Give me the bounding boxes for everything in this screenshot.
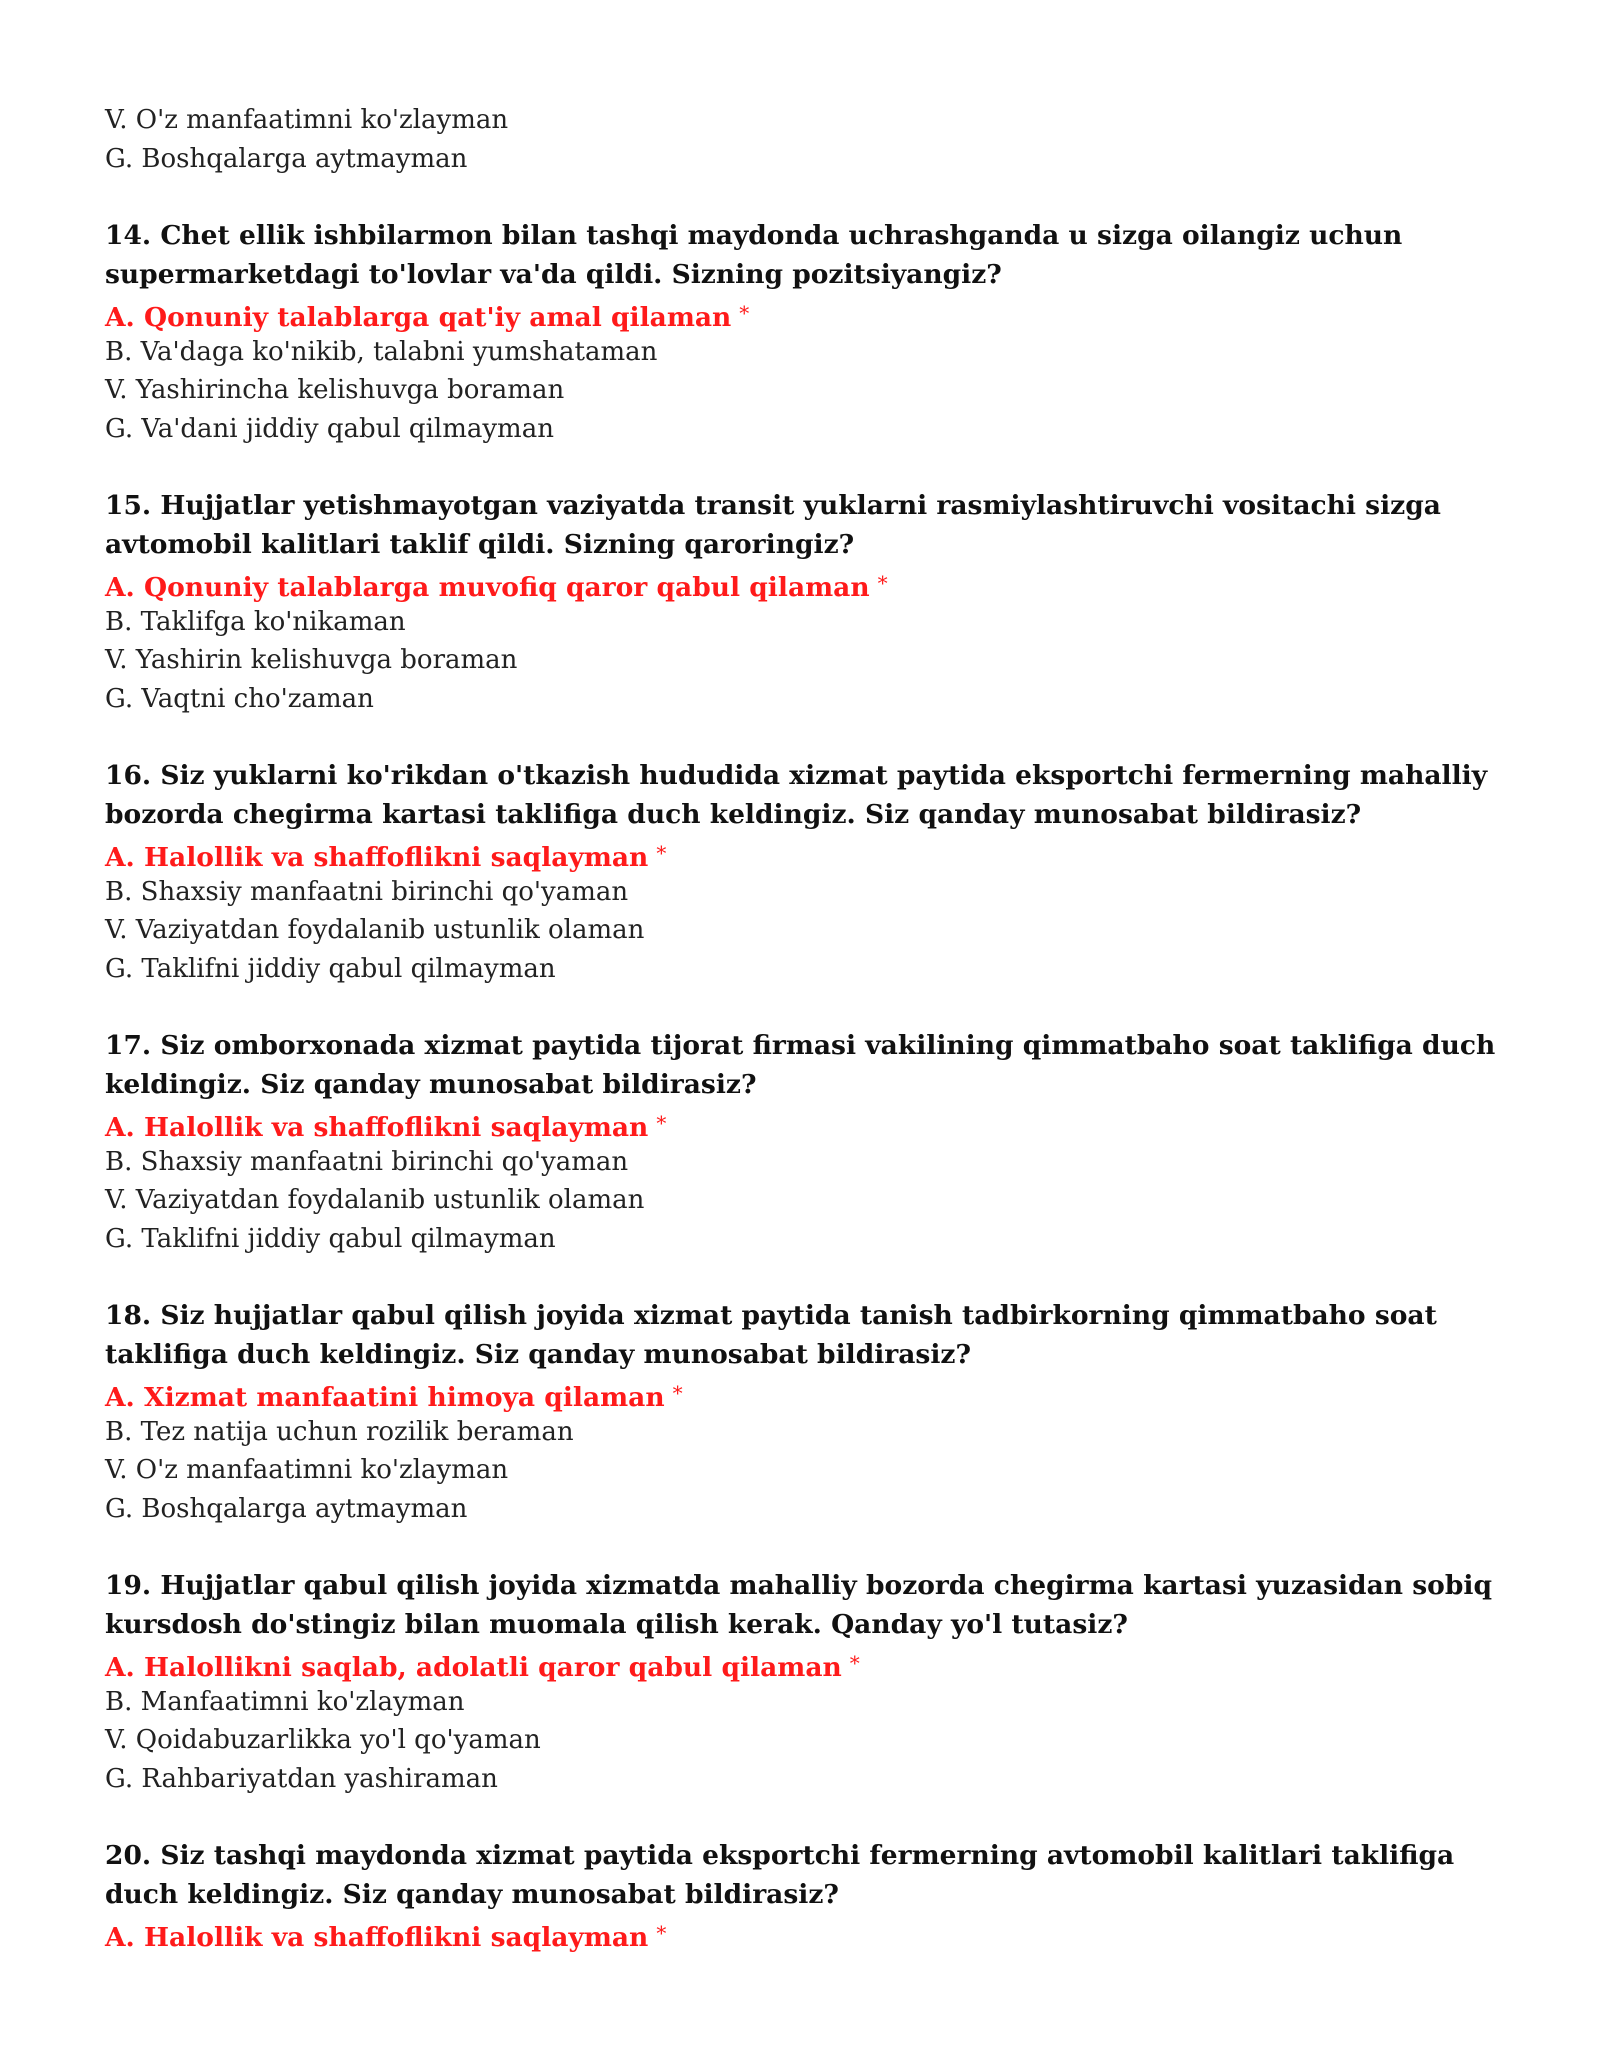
correct-answer-option [105,1644,1505,1683]
answer-option: G. Boshqalarga aytmayman [105,143,468,174]
quiz-page [105,101,1505,1953]
correct-marker: * [739,301,750,325]
correct-marker: * [656,1111,667,1135]
question-block [105,1837,1505,1953]
correct-marker: * [656,1921,667,1945]
answer-option: B. Va'daga ko'nikib, talabni yumshataman [105,336,658,367]
question-block [105,1567,1505,1798]
correct-answer-text: A. Qonuniy talablarga qat'iy amal qilaman [105,302,732,333]
question-text: 16. Siz yuklarni ko'rikdan o'tkazish hududida xizmat paytida eksportchi fermerning mahalliy bozorda chegirma kartasi taklifiga duch keldingiz. Siz qanday munosabat bildirasiz? [105,760,1488,830]
answer-option: G. Taklifni jiddiy qabul qilmayman [105,1223,556,1254]
correct-answer-text: A. Xizmat manfaatini himoya qilaman [105,1382,665,1413]
question-text: 15. Hujjatlar yetishmayotgan vaziyatda transit yuklarni rasmiylashtiruvchi vositachi sizga avtomobil kalitlari taklif qildi. Sizning qaroringiz? [105,490,1441,560]
correct-answer-text: A. Qonuniy talablarga muvofiq qaror qabul qilaman [105,572,870,603]
answer-option: B. Manfaatimni ko'zlayman [105,1686,465,1717]
correct-answer-text: A. Halollik va shaffoflikni saqlayman [105,1112,649,1143]
correct-answer-option [105,1104,1505,1143]
answer-option: V. Vaziyatdan foydalanib ustunlik olaman [105,1185,645,1215]
question-block [105,487,1505,718]
correct-answer-option [105,834,1505,873]
correct-answer-text: A. Halollik va shaffoflikni saqlayman [105,842,649,873]
answer-option: G. Va'dani jiddiy qabul qilmayman [105,413,554,444]
answer-option: B. Shaxsiy manfaatni birinchi qo'yaman [105,1146,629,1177]
answer-option: V. O'z manfaatimni ko'zlayman [105,105,509,135]
answer-option: B. Taklifga ko'nikaman [105,606,406,637]
question-block [105,757,1505,988]
answer-option: V. O'z manfaatimni ko'zlayman [105,1455,509,1485]
correct-marker: * [849,1651,860,1675]
answer-option: V. Yashirincha kelishuvga boraman [105,375,565,405]
answer-option: G. Boshqalarga aytmayman [105,1493,468,1524]
correct-marker: * [877,571,888,595]
correct-answer-option [105,1374,1505,1413]
question-text: 20. Siz tashqi maydonda xizmat paytida eksportchi fermerning avtomobil kalitlari taklifiga duch keldingiz. Siz qanday munosabat bildirasiz? [105,1840,1455,1910]
answer-option: V. Vaziyatdan foydalanib ustunlik olaman [105,915,645,945]
answer-option: G. Vaqtni cho'zaman [105,683,374,714]
question-text: 19. Hujjatlar qabul qilish joyida xizmatda mahalliy bozorda chegirma kartasi yuzasidan sobiq kursdosh do'stingiz bilan muomala qilish kerak. Qanday yo'l tutasiz? [105,1570,1492,1640]
question-block [105,1027,1505,1258]
answer-option: V. Yashirin kelishuvga boraman [105,645,518,675]
answer-option: B. Shaxsiy manfaatni birinchi qo'yaman [105,876,629,907]
question-text: 18. Siz hujjatlar qabul qilish joyida xizmat paytida tanish tadbirkorning qimmatbaho soat taklifiga duch keldingiz. Siz qanday munosabat bildirasiz? [105,1300,1437,1370]
intro-options [105,101,1505,178]
correct-answer-option [105,564,1505,603]
answer-option: B. Tez natija uchun rozilik beraman [105,1416,574,1447]
correct-answer-text: A. Halollik va shaffoflikni saqlayman [105,1922,649,1953]
question-block [105,1297,1505,1528]
correct-marker: * [672,1381,683,1405]
question-block [105,217,1505,448]
question-text: 14. Chet ellik ishbilarmon bilan tashqi maydonda uchrashganda u sizga oilangiz uchun supermarketdagi to'lovlar va'da qildi. Sizning pozitsiyangiz? [105,220,1403,290]
answer-option: G. Taklifni jiddiy qabul qilmayman [105,953,556,984]
correct-answer-option [105,1914,1505,1953]
correct-answer-option [105,294,1505,333]
question-text: 17. Siz omborxonada xizmat paytida tijorat firmasi vakilining qimmatbaho soat taklifiga duch keldingiz. Siz qanday munosabat bildirasiz? [105,1030,1496,1100]
correct-marker: * [656,841,667,865]
answer-option: G. Rahbariyatdan yashiraman [105,1763,498,1794]
answer-option: V. Qoidabuzarlikka yo'l qo'yaman [105,1725,541,1755]
correct-answer-text: A. Halollikni saqlab, adolatli qaror qabul qilaman [105,1652,842,1683]
